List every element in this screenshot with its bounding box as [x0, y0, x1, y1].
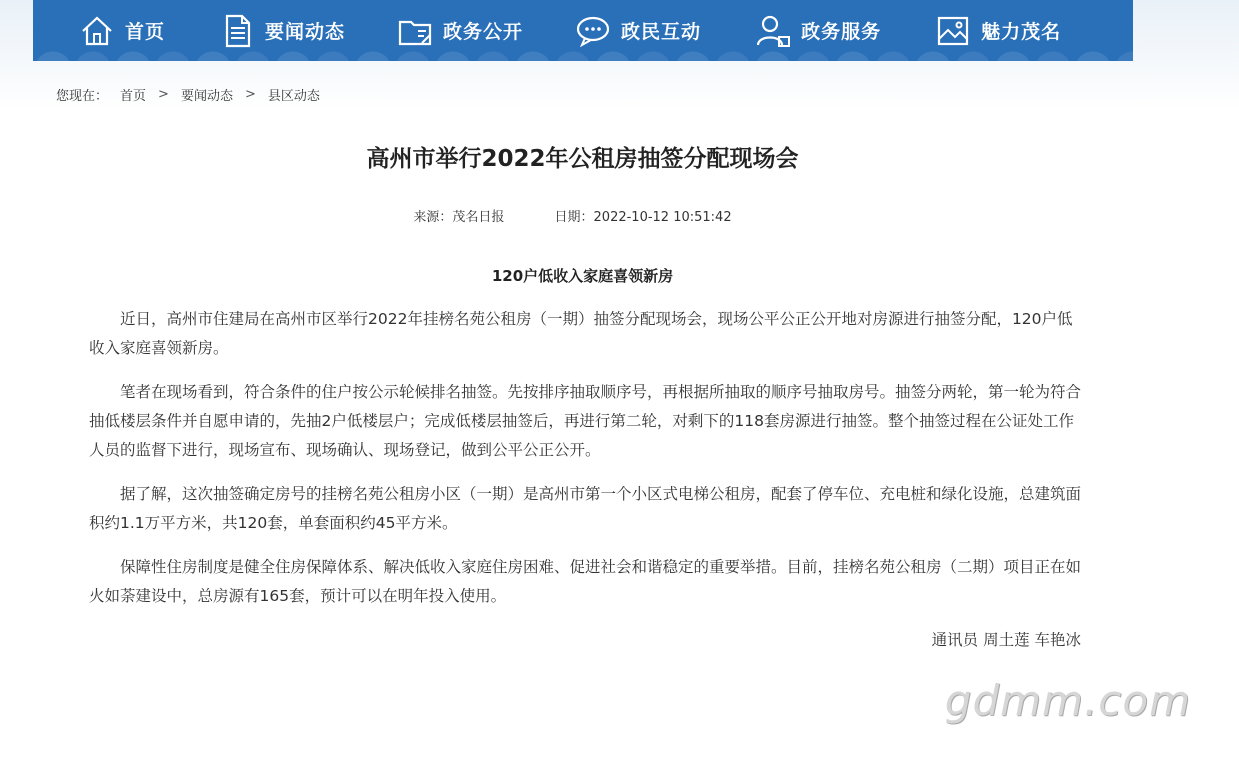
article-source: 来源：茂名日报: [413, 210, 505, 225]
nav-item-interaction[interactable]: [575, 0, 701, 61]
site-watermark: gdmm.com: [944, 676, 1191, 725]
nav-item-label: 魅力茂名: [981, 21, 1062, 43]
breadcrumb-separator: >: [244, 87, 256, 102]
article-paragraph: 据了解，这次抽签确定房号的挂榜名苑公租房小区（一期）是高州市第一个小区式电梯公租房，配套了停车位、充电桩和绿化设施，总建筑面积约1.1万平方米，共120套，单套面积约45平方米。: [89, 485, 1082, 532]
article-date: 日期：2022-10-12 10:51:42: [554, 210, 732, 225]
article-paragraph: 保障性住房制度是健全住房保障体系、解决低收入家庭住房困难、促进社会和谐稳定的重要举措。目前，挂榜名苑公租房（二期）项目正在如火如荼建设中，总房源有165套，预计可以在明年投入使用。: [89, 558, 1082, 605]
nav-item-label: 首页: [125, 21, 166, 43]
nav-item-services[interactable]: [755, 0, 881, 61]
nav-item-label: 政务公开: [443, 21, 524, 43]
breadcrumb-news-link[interactable]: 要闻动态: [180, 89, 233, 104]
breadcrumb-separator: >: [158, 87, 169, 102]
folder-icon: [397, 13, 433, 49]
breadcrumb: [56, 85, 320, 104]
nav-item-gov-affairs[interactable]: [397, 0, 523, 61]
article-signature: 通讯员 周土莲 车艳冰: [931, 631, 1081, 649]
document-icon: [219, 13, 255, 49]
nav-item-charm[interactable]: [935, 0, 1061, 61]
nav-item-news[interactable]: [219, 0, 345, 61]
nav-item-label: 政民互动: [621, 21, 702, 43]
breadcrumb-prefix: 您现在：: [56, 89, 109, 104]
article-paragraph: 近日，高州市住建局在高州市区举行2022年挂榜名苑公租房（一期）抽签分配现场会，现场公平公正公开地对房源进行抽签分配，120户低收入家庭喜领新房。: [89, 310, 1073, 357]
article-paragraph: 笔者在现场看到，符合条件的住户按公示轮候排名抽签。先按排序抽取顺序号，再根据所抽取的顺序号抽取房号。抽签分两轮，第一轮为符合抽低楼层条件并自愿申请的，先抽2户低楼层户；完成低楼层抽签后，再进行第二轮，对剩下的118套房源进行抽签。整个抽签过程在公证处工作人员的监督下进行，现场宣布、现场确认、现场登记，做到公平公正公开。: [89, 383, 1082, 459]
article-meta: [0, 206, 1145, 225]
nav-item-home[interactable]: [79, 0, 165, 61]
article-subtitle: 120户低收入家庭喜领新房: [491, 267, 674, 285]
chat-icon: [575, 13, 611, 49]
main-nav: [33, 0, 1133, 61]
breadcrumb-home-link[interactable]: 首页: [120, 89, 147, 104]
picture-icon: [935, 13, 971, 49]
article-body: [89, 305, 1081, 670]
breadcrumb-county-link[interactable]: 县区动态: [267, 89, 320, 104]
home-icon: [79, 13, 115, 49]
article-title: 高州市举行2022年公租房抽签分配现场会: [366, 146, 799, 172]
nav-item-label: 政务服务: [801, 21, 882, 43]
user-service-icon: [755, 13, 791, 49]
nav-item-label: 要闻动态: [265, 21, 346, 43]
